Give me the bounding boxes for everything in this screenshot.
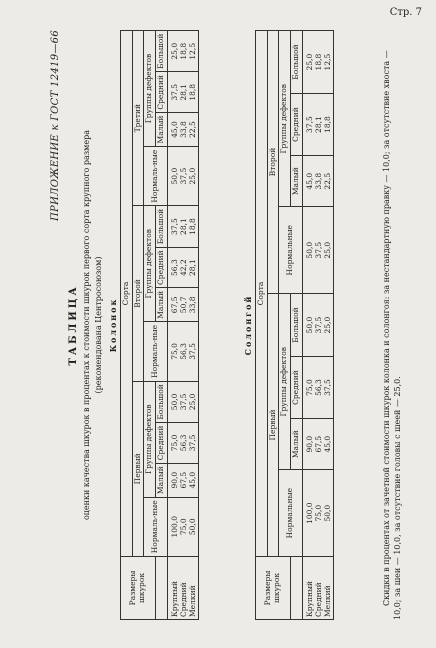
value-cell: 75,0 56,3 37,5 xyxy=(302,357,333,419)
sort-header: Сорта xyxy=(121,31,133,557)
group-large: Большой xyxy=(155,31,167,73)
value-cell: 56,3 42,2 28,1 xyxy=(167,247,198,288)
value-cell: 37,5 28,1 18,8 xyxy=(167,206,198,247)
value-cell: 90,0 67,5 45,0 xyxy=(302,419,333,470)
norm-header: Нормальные xyxy=(279,207,302,294)
group-large: Большой xyxy=(155,381,167,422)
group-small: Малый xyxy=(155,113,167,147)
appendix-label: ПРИЛОЖЕНИЕ к ГОСТ 12419—66 xyxy=(50,30,61,221)
value-cell: 50,0 37,5 25,0 xyxy=(302,207,333,294)
sort-first: Первый xyxy=(267,294,279,557)
value-cell: 50,0 37,5 25,0 xyxy=(167,381,198,422)
group-small: Малый xyxy=(290,156,302,207)
value-cell: 50,0 37,5 25,0 xyxy=(167,146,198,205)
defects-header: Группы дефектов xyxy=(144,206,156,322)
value-cell: 100,0 75,0 50,0 xyxy=(302,470,333,557)
sort-second: Второй xyxy=(132,206,144,381)
section-heading-kolonok: Колонок xyxy=(108,297,118,353)
page-number: Стр. 7 xyxy=(389,7,422,18)
sort-second: Второй xyxy=(267,31,279,294)
value-cell: 75,0 56,3 37,5 xyxy=(167,322,198,381)
size-header: Размеры шкурок xyxy=(121,557,156,620)
value-cell: 25,0 18,8 12,5 xyxy=(167,31,198,73)
norm-header: Нормальные xyxy=(279,470,302,557)
group-large: Большой xyxy=(155,206,167,247)
value-cell: 100,0 75,0 50,0 xyxy=(167,497,198,556)
norm-header: Нормаль-ные xyxy=(144,497,167,556)
size-spacer xyxy=(290,557,302,620)
sort-third: Третий xyxy=(132,31,144,206)
norm-header: Нормаль-ные xyxy=(144,322,167,381)
discount-note: Скидки в процентах от зачетной стоимости шкурок колонка и солонгоя: за нестандартную правку — 10,0; за отсутствие хвоста — 10,0; за шеи — 10,0, за отсутствие головы с шеей — 25,0. xyxy=(382,50,402,620)
norm-header: Нормаль-ные xyxy=(144,146,167,205)
kolonok-table xyxy=(120,30,199,620)
value-cell: 75,0 56,3 37,5 xyxy=(167,423,198,464)
table-row xyxy=(167,31,198,620)
group-medium: Средний xyxy=(155,423,167,464)
section-heading-solongoi: Солонгой xyxy=(243,294,253,356)
size-names: Крупный Средний Мелкий xyxy=(167,557,198,620)
solongoi-table xyxy=(255,30,334,620)
defects-header: Группы дефектов xyxy=(144,31,156,147)
defects-header: Группы дефектов xyxy=(279,294,291,470)
group-medium: Средний xyxy=(290,357,302,419)
size-spacer xyxy=(155,557,167,620)
defects-header: Группы дефектов xyxy=(144,381,156,497)
group-medium: Средний xyxy=(290,94,302,156)
size-names: Крупный Средний Мелкий xyxy=(302,557,333,620)
table-row xyxy=(302,31,333,620)
group-large: Большой xyxy=(290,294,302,357)
value-cell: 67,5 50,7 33,8 xyxy=(167,288,198,322)
value-cell: 45,0 33,8 22,5 xyxy=(167,113,198,147)
table-title: ТАБЛИЦА xyxy=(68,284,79,366)
table-subtitle: оценки качества шкурок в процентах к стоимости шкурок первого сорта крупного размера xyxy=(82,129,91,521)
sort-header: Сорта xyxy=(256,31,268,557)
group-small: Малый xyxy=(290,419,302,470)
group-medium: Средний xyxy=(155,247,167,288)
value-cell: 25,0 18,8 12,5 xyxy=(302,31,333,94)
group-small: Малый xyxy=(155,463,167,497)
group-large: Большой xyxy=(290,31,302,94)
sort-first: Первый xyxy=(132,381,144,556)
value-cell: 45,0 33,8 22,5 xyxy=(302,156,333,207)
defects-header: Группы дефектов xyxy=(279,31,291,207)
value-cell: 37,5 28,1 18,8 xyxy=(167,72,198,113)
size-header: Размеры шкурок xyxy=(256,557,291,620)
recommended-note: (рекомендована Центросоюзом) xyxy=(94,256,103,394)
value-cell: 90,0 67,5 45,0 xyxy=(167,463,198,497)
group-small: Малый xyxy=(155,288,167,322)
group-medium: Средний xyxy=(155,72,167,113)
value-cell: 50,0 37,5 25,0 xyxy=(302,294,333,357)
rotated-page-content xyxy=(50,30,420,620)
value-cell: 37,5 28,1 18,8 xyxy=(302,94,333,156)
